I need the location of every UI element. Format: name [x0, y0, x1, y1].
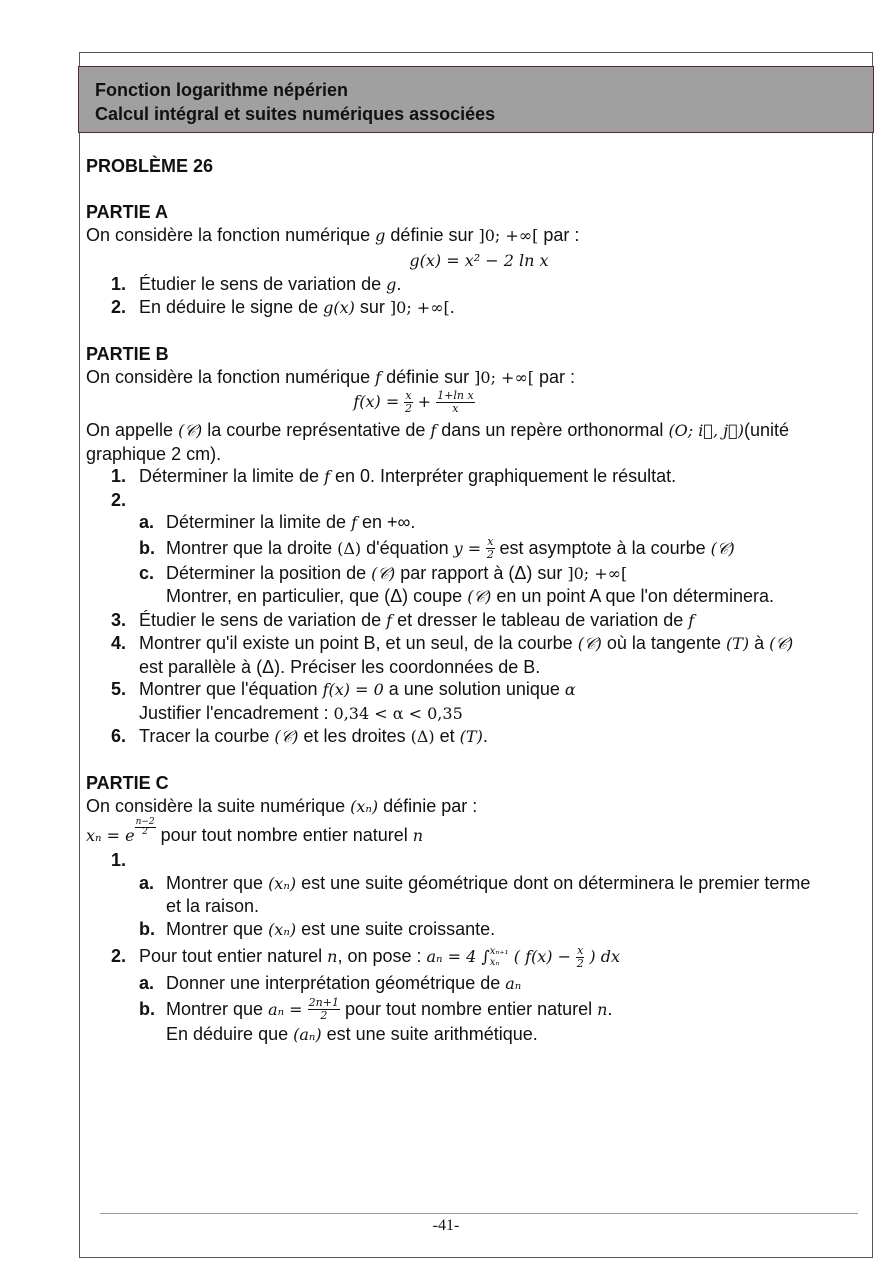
chapter-title-line1: Fonction logarithme népérien [95, 80, 349, 100]
chapter-header [78, 66, 874, 133]
part-a-formula: g(x) = x² − 2 ln x [409, 250, 549, 270]
fraction: $\frac{x}{2}$ [404, 388, 412, 415]
part-c-question-2b-line2: En déduire que (aₙ) est une suite arithmétique. [166, 1023, 538, 1044]
part-c-question-2: 2. Pour tout entier naturel n, on pose : aₙ = 4 ∫ xₙ₊₁ xₙ ( f(x) − $\frac{x}{2}$ ) dx [111, 943, 621, 970]
part-c-question-2b: b. Montrer que aₙ = $\frac{2n+1}{2}$ pour tout nombre entier naturel n. [139, 996, 613, 1023]
integral-bounds: xₙ₊₁ xₙ [489, 946, 509, 969]
part-b-title: PARTIE B [86, 343, 169, 364]
fraction: $\frac{x}{2}$ [576, 943, 584, 970]
part-a [86, 200, 872, 320]
part-a-question-1: 1. Étudier le sens de variation de g. [111, 273, 402, 294]
part-b-question-4: 4. Montrer qu'il existe un point B, et un seul, de la courbe (𝒞) où la tangente (T) à (𝒞) est parallèle à (Δ). Préciser les coordonnées de B. [111, 633, 794, 677]
part-c-question-1: 1. [111, 850, 127, 870]
part-a-intro: On considère la fonction numérique g définie sur ]0; +∞[ par : [86, 225, 580, 245]
part-b-question-2: 2. [111, 489, 127, 510]
part-b-appel: On appelle (𝒞) la courbe représentative de f dans un repère orthonormal (O; i⃗, j⃗)(unité graphique 2 cm). [86, 420, 789, 464]
part-b-question-2c-line2: Montrer, en particulier, que (Δ) coupe (𝒞) en un point A que l'on déterminera. [166, 586, 774, 606]
part-c-title: PARTIE C [86, 772, 169, 793]
part-a-question-2: 2. En déduire le signe de g(x) sur ]0; +∞[. [111, 297, 455, 317]
part-b-question-2c: c. Déterminer la position de (𝒞) par rapport à (Δ) sur ]0; +∞[ [139, 562, 628, 583]
problem-title: PROBLÈME 26 [86, 156, 214, 176]
part-b-question-1: 1. Déterminer la limite de f en 0. Interpréter graphiquement le résultat. [111, 466, 677, 486]
part-b-question-3: 3. Étudier le sens de variation de f et dresser le tableau de variation de f [111, 609, 695, 630]
part-b [86, 342, 872, 749]
part-b-question-5: 5. Montrer que l'équation f(x) = 0 a une solution unique α Justifier l'encadrement : 0,34 < α < 0,35 [111, 679, 576, 723]
problem-content [86, 154, 872, 1046]
part-b-intro: On considère la fonction numérique f définie sur ]0; +∞[ par : [86, 366, 576, 387]
part-c-definition: xₙ = e $\frac{n-2}{2}$ pour tout nombre entier naturel n [86, 817, 424, 845]
part-c-question-1b: b. Montrer que (xₙ) est une suite croissante. [139, 918, 496, 939]
part-c-question-2a: a. Donner une interprétation géométrique de aₙ [139, 973, 522, 993]
part-b-formula: f(x) = $\frac{x}{2}$ + $\frac{\text{1+ln x}}{x}$ [353, 388, 474, 415]
fraction: $\frac{\text{1+ln x}}{x}$ [437, 388, 474, 415]
part-b-question-2a: a. Déterminer la limite de f en +∞. [139, 512, 416, 532]
fraction: $\frac{x}{2}$ [486, 535, 494, 562]
part-b-question-2b: b. Montrer que la droite (Δ) d'équation y = $\frac{x}{2}$ est asymptote à la courbe (𝒞) [139, 535, 735, 562]
part-b-question-6: 6. Tracer la courbe (𝒞) et les droites (Δ) et (T). [111, 726, 488, 746]
page-number: -41- [432, 1217, 460, 1234]
exponent-fraction: $\frac{n-2}{2}$ [135, 817, 155, 837]
chapter-title-line2: Calcul intégral et suites numériques associées [95, 104, 496, 124]
part-c [86, 771, 872, 1047]
part-a-title: PARTIE A [86, 202, 169, 222]
footer-divider [100, 1213, 858, 1214]
fraction: $\frac{2n+1}{2}$ [308, 996, 339, 1023]
part-c-question-1a: a. Montrer que (xₙ) est une suite géométrique dont on déterminera le premier terme et la raison. [139, 872, 811, 916]
part-c-intro: On considère la suite numérique (xₙ) définie par : [86, 795, 478, 816]
